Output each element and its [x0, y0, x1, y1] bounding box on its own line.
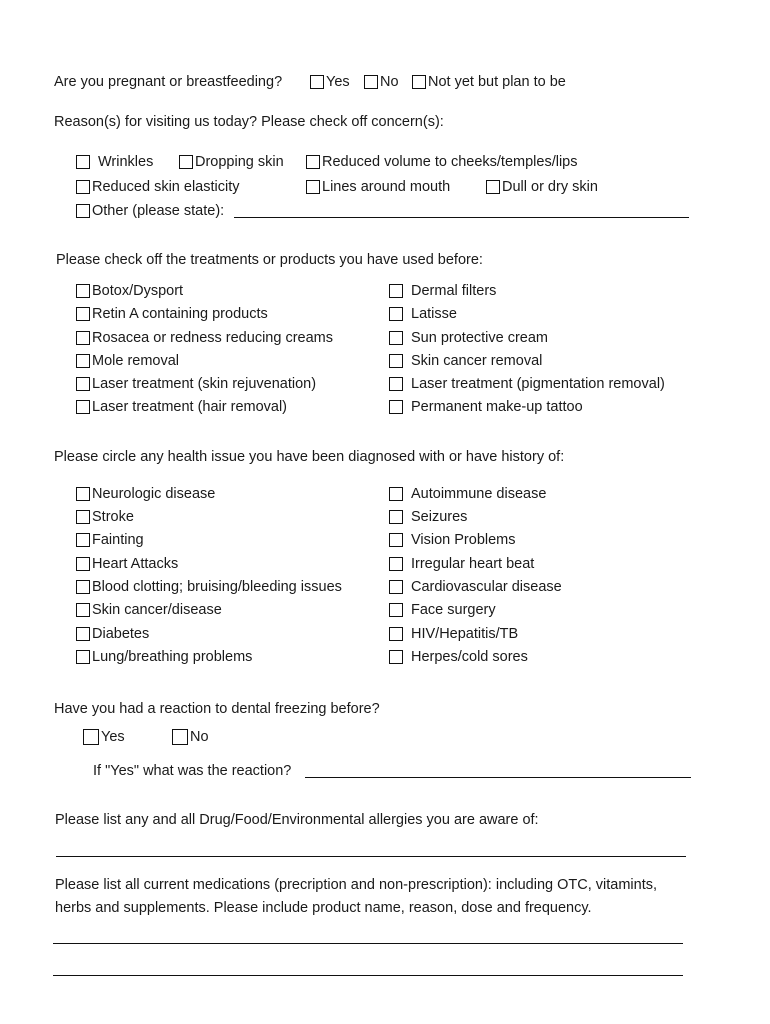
treatments-question: Please check off the treatments or products you have used before:	[56, 252, 483, 268]
health-option[interactable]: Cardiovascular disease	[389, 578, 562, 596]
checkbox-icon[interactable]	[76, 650, 90, 664]
checkbox-icon[interactable]	[389, 487, 403, 501]
health-option[interactable]: Face surgery	[389, 601, 496, 619]
checkbox-icon[interactable]	[389, 400, 403, 414]
dental-option-yes[interactable]: Yes	[83, 728, 125, 746]
health-option[interactable]: Stroke	[76, 508, 134, 526]
checkbox-icon[interactable]	[76, 307, 90, 321]
health-option[interactable]: Seizures	[389, 508, 467, 526]
medications-input-line[interactable]	[53, 975, 683, 976]
checkbox-icon[interactable]	[389, 650, 403, 664]
checkbox-icon[interactable]	[486, 180, 500, 194]
checkbox-icon[interactable]	[172, 729, 188, 745]
health-option[interactable]: Diabetes	[76, 625, 149, 643]
checkbox-icon[interactable]	[76, 354, 90, 368]
checkbox-icon[interactable]	[306, 155, 320, 169]
pregnant-option-yes[interactable]: Yes	[310, 73, 350, 91]
pregnant-question: Are you pregnant or breastfeeding?	[54, 74, 283, 90]
other-reason-input-line[interactable]	[234, 217, 689, 218]
checkbox-icon[interactable]	[76, 487, 90, 501]
checkbox-icon[interactable]	[412, 75, 426, 89]
checkbox-icon[interactable]	[76, 155, 90, 169]
reason-option-reduced-elasticity[interactable]: Reduced skin elasticity	[76, 178, 240, 196]
checkbox-icon[interactable]	[389, 557, 403, 571]
allergies-input-line[interactable]	[56, 856, 686, 857]
checkbox-icon[interactable]	[389, 603, 403, 617]
reason-option-other[interactable]: Other (please state):	[76, 202, 224, 220]
medications-question-line2: herbs and supplements. Please include product name, reason, dose and frequency.	[55, 900, 592, 916]
treatment-option[interactable]: Dermal filters	[389, 282, 496, 300]
checkbox-icon[interactable]	[306, 180, 320, 194]
treatment-option[interactable]: Sun protective cream	[389, 329, 548, 347]
treatment-option[interactable]: Botox/Dysport	[76, 282, 183, 300]
checkbox-icon[interactable]	[389, 284, 403, 298]
treatment-option[interactable]: Latisse	[389, 305, 457, 323]
checkbox-icon[interactable]	[76, 627, 90, 641]
treatment-option[interactable]: Laser treatment (skin rejuvenation)	[76, 375, 316, 393]
checkbox-icon[interactable]	[310, 75, 324, 89]
checkbox-icon[interactable]	[76, 331, 90, 345]
checkbox-icon[interactable]	[179, 155, 193, 169]
pregnant-option-no[interactable]: No	[364, 73, 399, 91]
allergies-question: Please list any and all Drug/Food/Environmental allergies you are aware of:	[55, 812, 539, 828]
treatment-option[interactable]: Permanent make-up tattoo	[389, 398, 583, 416]
health-option[interactable]: Vision Problems	[389, 531, 516, 549]
health-option[interactable]: Herpes/cold sores	[389, 648, 528, 666]
dental-reaction-input-line[interactable]	[305, 777, 691, 778]
dental-option-no[interactable]: No	[172, 728, 209, 746]
checkbox-icon[interactable]	[76, 400, 90, 414]
treatment-option[interactable]: Skin cancer removal	[389, 352, 542, 370]
checkbox-icon[interactable]	[76, 580, 90, 594]
checkbox-icon[interactable]	[364, 75, 378, 89]
checkbox-icon[interactable]	[76, 204, 90, 218]
health-option[interactable]: Irregular heart beat	[389, 555, 534, 573]
checkbox-icon[interactable]	[76, 284, 90, 298]
checkbox-icon[interactable]	[83, 729, 99, 745]
checkbox-icon[interactable]	[76, 377, 90, 391]
checkbox-icon[interactable]	[76, 510, 90, 524]
reason-option-dropping-skin[interactable]: Dropping skin	[179, 153, 284, 171]
checkbox-icon[interactable]	[389, 510, 403, 524]
checkbox-icon[interactable]	[389, 307, 403, 321]
treatment-option[interactable]: Laser treatment (hair removal)	[76, 398, 287, 416]
health-option[interactable]: Lung/breathing problems	[76, 648, 252, 666]
health-option[interactable]: HIV/Hepatitis/TB	[389, 625, 518, 643]
dental-question: Have you had a reaction to dental freezing before?	[54, 701, 380, 717]
health-option[interactable]: Autoimmune disease	[389, 485, 546, 503]
checkbox-icon[interactable]	[76, 603, 90, 617]
checkbox-icon[interactable]	[389, 377, 403, 391]
reasons-question: Reason(s) for visiting us today? Please check off concern(s):	[54, 114, 444, 130]
health-option[interactable]: Blood clotting; bruising/bleeding issues	[76, 578, 342, 596]
treatment-option[interactable]: Rosacea or redness reducing creams	[76, 329, 333, 347]
health-option[interactable]: Neurologic disease	[76, 485, 215, 503]
health-option[interactable]: Skin cancer/disease	[76, 601, 222, 619]
pregnant-option-plan[interactable]: Not yet but plan to be	[412, 73, 566, 91]
checkbox-icon[interactable]	[389, 627, 403, 641]
treatment-option[interactable]: Retin A containing products	[76, 305, 268, 323]
checkbox-icon[interactable]	[389, 580, 403, 594]
checkbox-icon[interactable]	[76, 180, 90, 194]
health-option[interactable]: Heart Attacks	[76, 555, 178, 573]
health-option[interactable]: Fainting	[76, 531, 144, 549]
checkbox-icon[interactable]	[389, 331, 403, 345]
medications-question-line1: Please list all current medications (precription and non-prescription): including OTC, vitamints,	[55, 877, 658, 893]
checkbox-icon[interactable]	[389, 354, 403, 368]
checkbox-icon[interactable]	[76, 557, 90, 571]
treatment-option[interactable]: Mole removal	[76, 352, 179, 370]
treatment-option[interactable]: Laser treatment (pigmentation removal)	[389, 375, 665, 393]
reason-option-reduced-volume[interactable]: Reduced volume to cheeks/temples/lips	[306, 153, 578, 171]
reason-option-lines-mouth[interactable]: Lines around mouth	[306, 178, 450, 196]
checkbox-icon[interactable]	[389, 533, 403, 547]
reason-option-dull-skin[interactable]: Dull or dry skin	[486, 178, 598, 196]
dental-followup-label: If "Yes" what was the reaction?	[93, 763, 292, 779]
reason-option-wrinkles[interactable]: Wrinkles	[76, 153, 153, 171]
checkbox-icon[interactable]	[76, 533, 90, 547]
health-question: Please circle any health issue you have been diagnosed with or have history of:	[54, 449, 565, 465]
medications-input-line[interactable]	[53, 943, 683, 944]
